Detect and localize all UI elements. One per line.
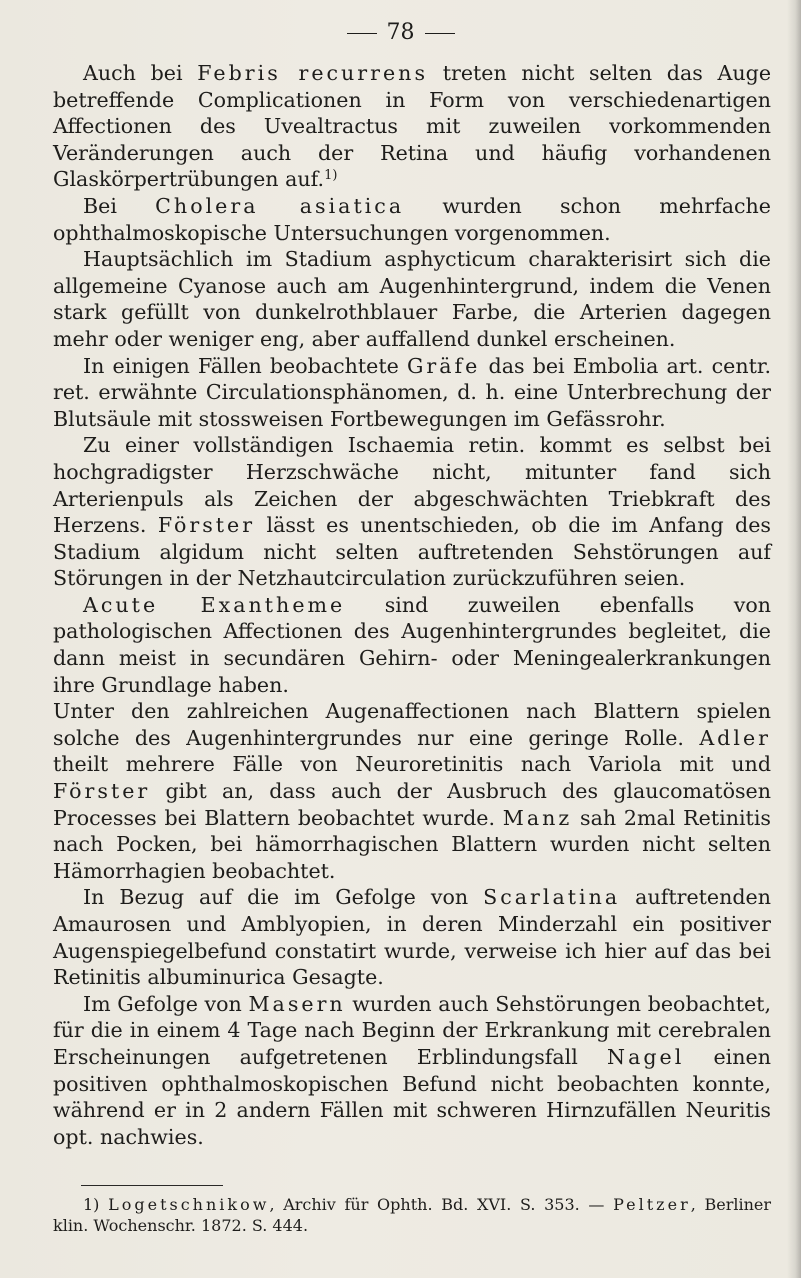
footnote-divider: [81, 1185, 223, 1186]
paragraph-febris: Auch bei Febris recurrens treten nicht selten das Auge betreffende Complicationen in Form von verschiedenartigen Affectionen des Uvealtractus mit zuweilen vorkommenden Veränderungen auch der Retina und häufig vorhandenen Glaskörpertrübungen auf.$^{1)}$: [53, 61, 772, 192]
paragraph-ischaemia: Zu einer vollständigen Ischaemia retin. kommt es selbst bei hochgradigster Herzschwäche nicht, mitunter fand sich Arterienpuls als Zeichen der abgeschwächten Triebkraft des Herzens. Förster lässt es unentschieden, ob die im Anfang des Stadium algidum nicht selten auftretenden Sehstörungen auf Störungen in der Netzhautcirculation zurückzuführen seien.: [53, 433, 771, 591]
body-text: [53, 60, 771, 1150]
footnote-reference[interactable]: 1): [324, 168, 338, 184]
term-acute-exantheme: Acute Exantheme: [83, 592, 346, 617]
paragraph-cyanose: Hauptsächlich im Stadium asphycticum charakterisirt sich die allgemeine Cyanose auch am Augenhintergrund, indem die Venen stark gefüllt von dunkelrothblauer Farbe, die Arterien dagegen mehr oder weniger eng, aber auffallend dunkel erscheinen.: [53, 247, 771, 351]
term-febris-recurrens: Febris recurrens: [197, 61, 429, 85]
page-number: 78: [386, 20, 415, 45]
term-masern: Masern: [248, 991, 346, 1016]
term-cholera-asiatica: Cholera asiatica: [155, 193, 405, 218]
header-dash-left: [347, 33, 377, 34]
name-graefe: Gräfe: [406, 353, 481, 378]
page-edge-shadow: [787, 0, 801, 1278]
term-scarlatina: Scarlatina: [483, 885, 621, 910]
name-nagel: Nagel: [607, 1044, 685, 1069]
page-header: [0, 20, 801, 45]
name-foerster: Förster: [157, 513, 256, 538]
paragraph-exantheme: Acute Exantheme sind zuweilen ebenfalls von pathologischen Affectionen des Augenhintergrundes begleitet, die dann meist in secundären Gehirn- oder Meningealerkrankungen ihre Grundlage haben.: [53, 592, 771, 697]
footnote-marker: 1): [83, 1195, 100, 1214]
paragraph-cholera: Bei Cholera asiatica wurden schon mehrfache ophthalmoskopische Untersuchungen vorgenommen.: [53, 193, 771, 245]
name-adler: Adler: [699, 725, 771, 750]
paragraph-masern: Im Gefolge von Masern wurden auch Sehstörungen beobachtet, für die in einem 4 Tage nach Beginn der Erkrankung mit cerebralen Erscheinungen aufgetretenen Erblindungsfall Nagel einen positiven ophthalmoskopischen Befund nicht beobachten konnte, während er in 2 andern Fällen mit schweren Hirnzufällen Neuritis opt. nachwies.: [53, 991, 771, 1149]
footnotes: [53, 1185, 771, 1236]
name-foerster-2: Förster: [53, 779, 151, 804]
footnote-author-peltzer: Peltzer: [613, 1195, 691, 1214]
paragraph-blattern: Unter den zahlreichen Augenaffectionen nach Blattern spielen solche des Augenhintergrundes nur eine geringe Rolle. Adler theilt mehrere Fälle von Neuroretinitis nach Variola mit und Förster gibt an, dass auch der Ausbruch des glaucomatösen Processes bei Blattern beobachtet wurde. Manz sah 2mal Retinitis nach Pocken, bei hämorrhagischen Blattern wurden nicht selten Hämorrhagien beobachtet.: [53, 699, 771, 883]
paragraph-graefe: In einigen Fällen beobachtete Gräfe das bei Embolia art. centr. ret. erwähnte Circulationsphänomen, d. h. eine Unterbrechung der Blutsäule mit stossweisen Fortbewegungen im Gefässrohr.: [53, 353, 772, 431]
header-dash-right: [425, 33, 455, 34]
paragraph-scarlatina: In Bezug auf die im Gefolge von Scarlatina auftretenden Amaurosen und Amblyopien, in deren Minderzahl ein positiver Augenspiegelbefund constatirt wurde, verweise ich hier auf das bei Retinitis albuminurica Gesagte.: [53, 885, 771, 990]
footnote-1: 1) Logetschnikow, Archiv für Ophth. Bd. XVI. S. 353. — Peltzer, Berliner klin. Wochenschr. 1872. S. 444.: [53, 1195, 772, 1235]
name-manz: Manz: [502, 805, 573, 830]
footnote-author-logetschnikow: Logetschnikow: [108, 1195, 270, 1214]
